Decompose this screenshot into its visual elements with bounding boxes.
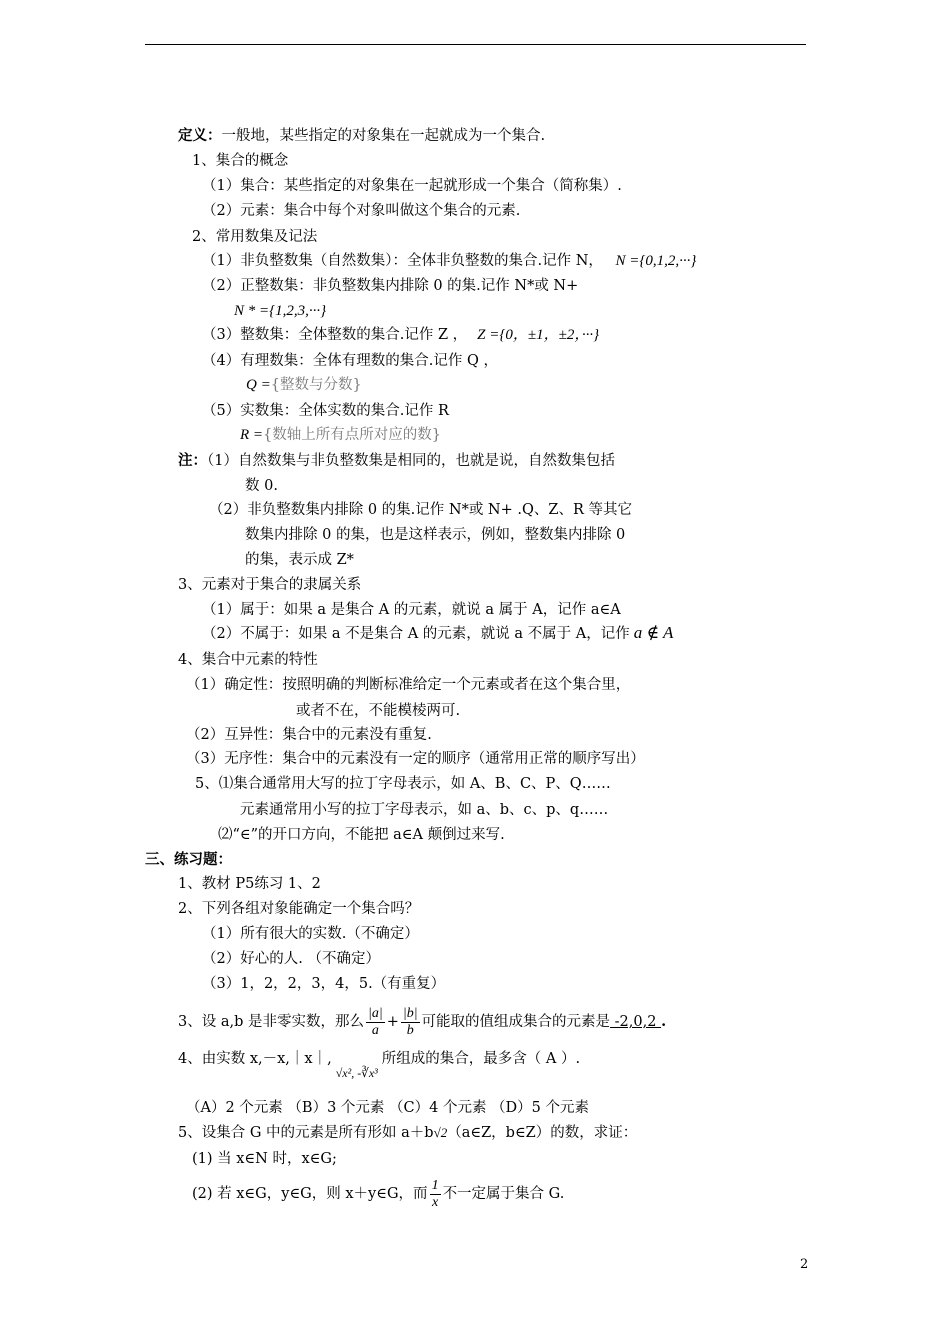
section-2-item-5: （5）实数集：全体实数的集合.记作 R — [202, 403, 449, 419]
note-1-line: 注：（1）自然数集与非负整数集是相同的，也就是说，自然数集包括 — [178, 452, 615, 469]
natural-numbers-formula: N ={0,1,2,···} — [615, 253, 697, 269]
exercise-4-options: （A）2 个元素 （B）3 个元素 （C）4 个元素 （D）5 个元素 — [186, 1100, 590, 1116]
definition-text: 一般地，某些指定的对象集在一起就成为一个集合. — [221, 128, 546, 144]
exercise-5-1: (1) 当 x∈N 时，x∈G; — [192, 1151, 337, 1167]
radical-expressions: √x², -∛x³ — [335, 1066, 378, 1080]
section-4-item-1-cont: 或者不在，不能模棱两可. — [296, 703, 461, 719]
definition-label: 定义： — [178, 127, 222, 144]
section-1-item-1: （1）集合：某些指定的对象集在一起就形成一个集合（简称集）. — [202, 178, 622, 194]
section-5-item-1-cont: 元素通常用小写的拉丁字母表示，如 a、b、c、p、q…… — [240, 802, 609, 818]
exercise-2: 2、下列各组对象能确定一个集合吗？ — [178, 901, 420, 917]
section-2-item-3 — [202, 326, 599, 344]
natural-numbers-text: （1）非负整数集（自然数集）：全体非负整数的集合.记作 N， — [202, 253, 603, 269]
header-rule — [145, 44, 806, 45]
note-1-cont: 数 0. — [245, 478, 278, 494]
section-5-item-2: ⑵“∈”的开口方向，不能把 a∈A 颠倒过来写. — [218, 827, 505, 843]
positive-integers-formula: N * ={1,2,3,···} — [234, 303, 327, 319]
fraction-abs-a-over-a: $\frac{|a|}{a}$ — [367, 1005, 383, 1038]
section-4-item-1: （1）确定性：按照明确的判断标准给定一个元素或者在这个集合里， — [186, 677, 631, 693]
section-4-item-3: （3）无序性：集合中的元素没有一定的顺序（通常用正常的顺序写出） — [186, 751, 645, 767]
exercise-1: 1、教材 P5练习 1、2 — [178, 876, 321, 892]
integers-text: （3）整数集：全体整数的集合.记作 Z ， — [202, 327, 468, 343]
note-2-cont-2: 的集，表示成 Z* — [245, 552, 354, 568]
exercise-2-1: （1）所有很大的实数.（不确定） — [202, 926, 419, 942]
exercises-title: 三、练习题： — [145, 851, 232, 868]
section-2-item-1 — [202, 252, 696, 270]
exercise-3-answer: -2,0,2 — [610, 1014, 662, 1030]
sqrt-two: √2 — [433, 1125, 448, 1140]
exercise-2-3: （3）1，2，2，3，4，5.（有重复） — [202, 976, 446, 992]
page-number: 2 — [800, 1257, 809, 1272]
note-2-cont-1: 数集内排除 0 的集，也是这样表示，例如，整数集内排除 0 — [245, 527, 626, 543]
exercise-5: 5、设集合 G 中的元素是所有形如 a＋b√2（a∈Z，b∈Z）的数，求证： — [178, 1125, 638, 1141]
section-2-heading: 2、常用数集及记法 — [192, 229, 318, 245]
exercise-3: 3、设 a,b 是非零实数，那么 $\frac{|a|}{a}$ + $\frac{|b|}{b}$ 可能取的值组成集合的元素是 -2,0,2 . — [178, 1005, 667, 1038]
section-1-item-2: （2）元素：集合中每个对象叫做这个集合的元素. — [202, 203, 521, 219]
definition-line — [178, 127, 545, 145]
fraction-abs-b-over-b: $\frac{|b|}{b}$ — [402, 1005, 418, 1038]
section-1-heading: 1、集合的概念 — [192, 153, 289, 169]
section-4-item-2: （2）互异性：集合中的元素没有重复. — [186, 727, 432, 743]
exercise-5-2: (2) 若 x∈G，y∈G，则 x＋y∈G，而 $\frac{1}{x}$ 不一定属于集合 G. — [192, 1177, 565, 1210]
note-2-line: （2）非负整数集内排除 0 的集.记作 N*或 N+ .Q、Z、R 等其它 — [209, 502, 632, 518]
section-3-heading: 3、元素对于集合的隶属关系 — [178, 577, 362, 593]
section-2-item-2: （2）正整数集：非负整数集内排除 0 的集.记作 N*或 N+ — [202, 278, 579, 294]
section-4-heading: 4、集合中元素的特性 — [178, 652, 318, 668]
integers-formula: Z ={0，±1，±2，···} — [477, 327, 600, 343]
section-3-item-1: （1）属于：如果 a 是集合 A 的元素，就说 a 属于 A，记作 a∈A — [202, 602, 621, 618]
section-5-item-1: 5、⑴集合通常用大写的拉丁字母表示，如 A、B、C、P、Q…… — [195, 776, 611, 792]
fraction-one-over-x: $\frac{1}{x}$ — [431, 1177, 439, 1210]
reals-formula: R ={数轴上所有点所对应的数} — [240, 427, 441, 443]
not-in-formula: a ∉ A — [633, 623, 674, 642]
note-label: 注： — [178, 452, 207, 469]
exercise-2-2: （2）好心的人. （不确定） — [202, 951, 380, 967]
rationals-formula: Q ={整数与分数} — [246, 377, 362, 393]
section-2-item-4: （4）有理数集：全体有理数的集合.记作 Q ， — [202, 353, 498, 369]
section-3-item-2: （2）不属于：如果 a 不是集合 A 的元素，就说 a 不属于 A，记作 a ∉ A — [202, 623, 674, 642]
exercise-4: 4、由实数 $x,-x,|x|,_{√x^2, -∛x^3}$所组成的集合，最多含（ A ）. — [178, 1051, 581, 1080]
